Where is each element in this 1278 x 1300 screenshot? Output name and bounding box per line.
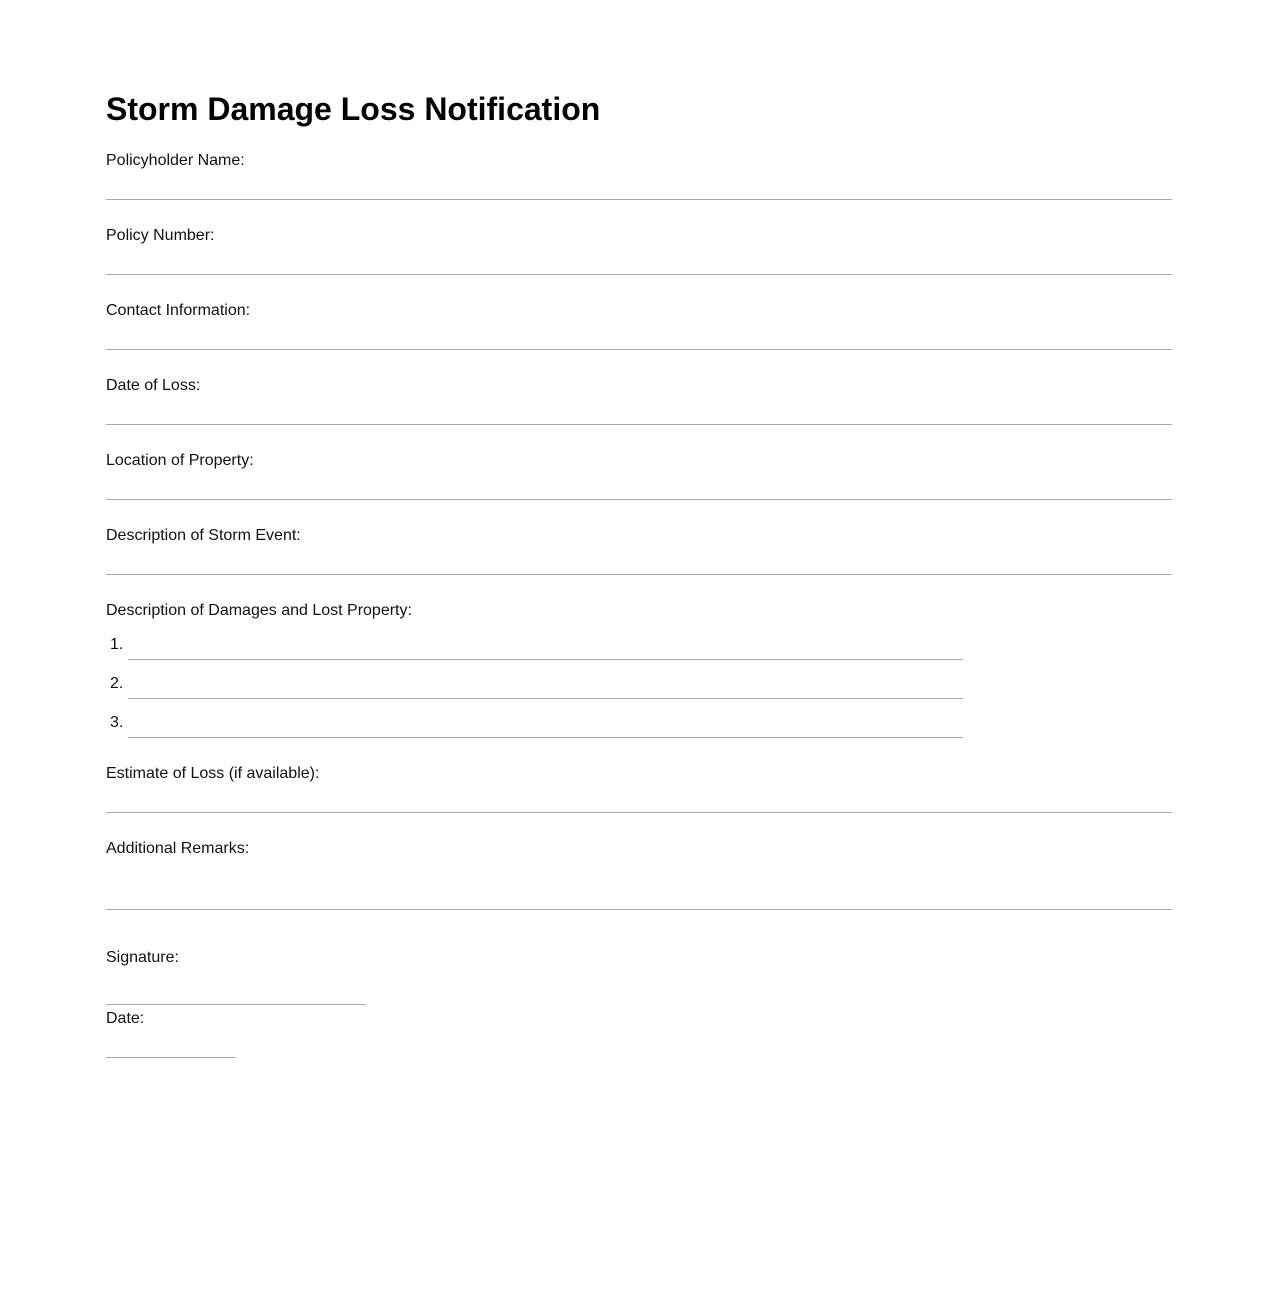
damage-item-field[interactable] xyxy=(128,737,963,738)
policyholder-name-label: Policyholder Name: xyxy=(106,152,245,169)
contact-information-field[interactable] xyxy=(106,349,1172,350)
date-label: Date: xyxy=(106,1010,145,1027)
page-title: Storm Damage Loss Notification xyxy=(106,91,601,127)
damage-item-field[interactable] xyxy=(128,698,963,699)
additional-remarks-field[interactable] xyxy=(106,909,1172,910)
date-of-loss-field[interactable] xyxy=(106,424,1172,425)
damage-item-number: 1. xyxy=(110,636,124,653)
location-of-property-field[interactable] xyxy=(106,499,1172,500)
signature-label: Signature: xyxy=(106,949,179,966)
estimate-of-loss-field[interactable] xyxy=(106,812,1172,813)
policy-number-label: Policy Number: xyxy=(106,227,215,244)
date-field[interactable] xyxy=(106,1057,236,1058)
damage-item-number: 3. xyxy=(110,714,124,731)
damages-description-label: Description of Damages and Lost Property: xyxy=(106,602,412,619)
estimate-of-loss-label: Estimate of Loss (if available): xyxy=(106,765,320,782)
damage-item-number: 2. xyxy=(110,675,124,692)
policyholder-name-field[interactable] xyxy=(106,199,1172,200)
damage-item-field[interactable] xyxy=(128,659,963,660)
signature-field[interactable] xyxy=(106,1004,366,1005)
policy-number-field[interactable] xyxy=(106,274,1172,275)
additional-remarks-label: Additional Remarks: xyxy=(106,840,250,857)
date-of-loss-label: Date of Loss: xyxy=(106,377,201,394)
storm-event-description-field[interactable] xyxy=(106,574,1172,575)
contact-information-label: Contact Information: xyxy=(106,302,251,319)
location-of-property-label: Location of Property: xyxy=(106,452,254,469)
storm-event-description-label: Description of Storm Event: xyxy=(106,527,301,544)
